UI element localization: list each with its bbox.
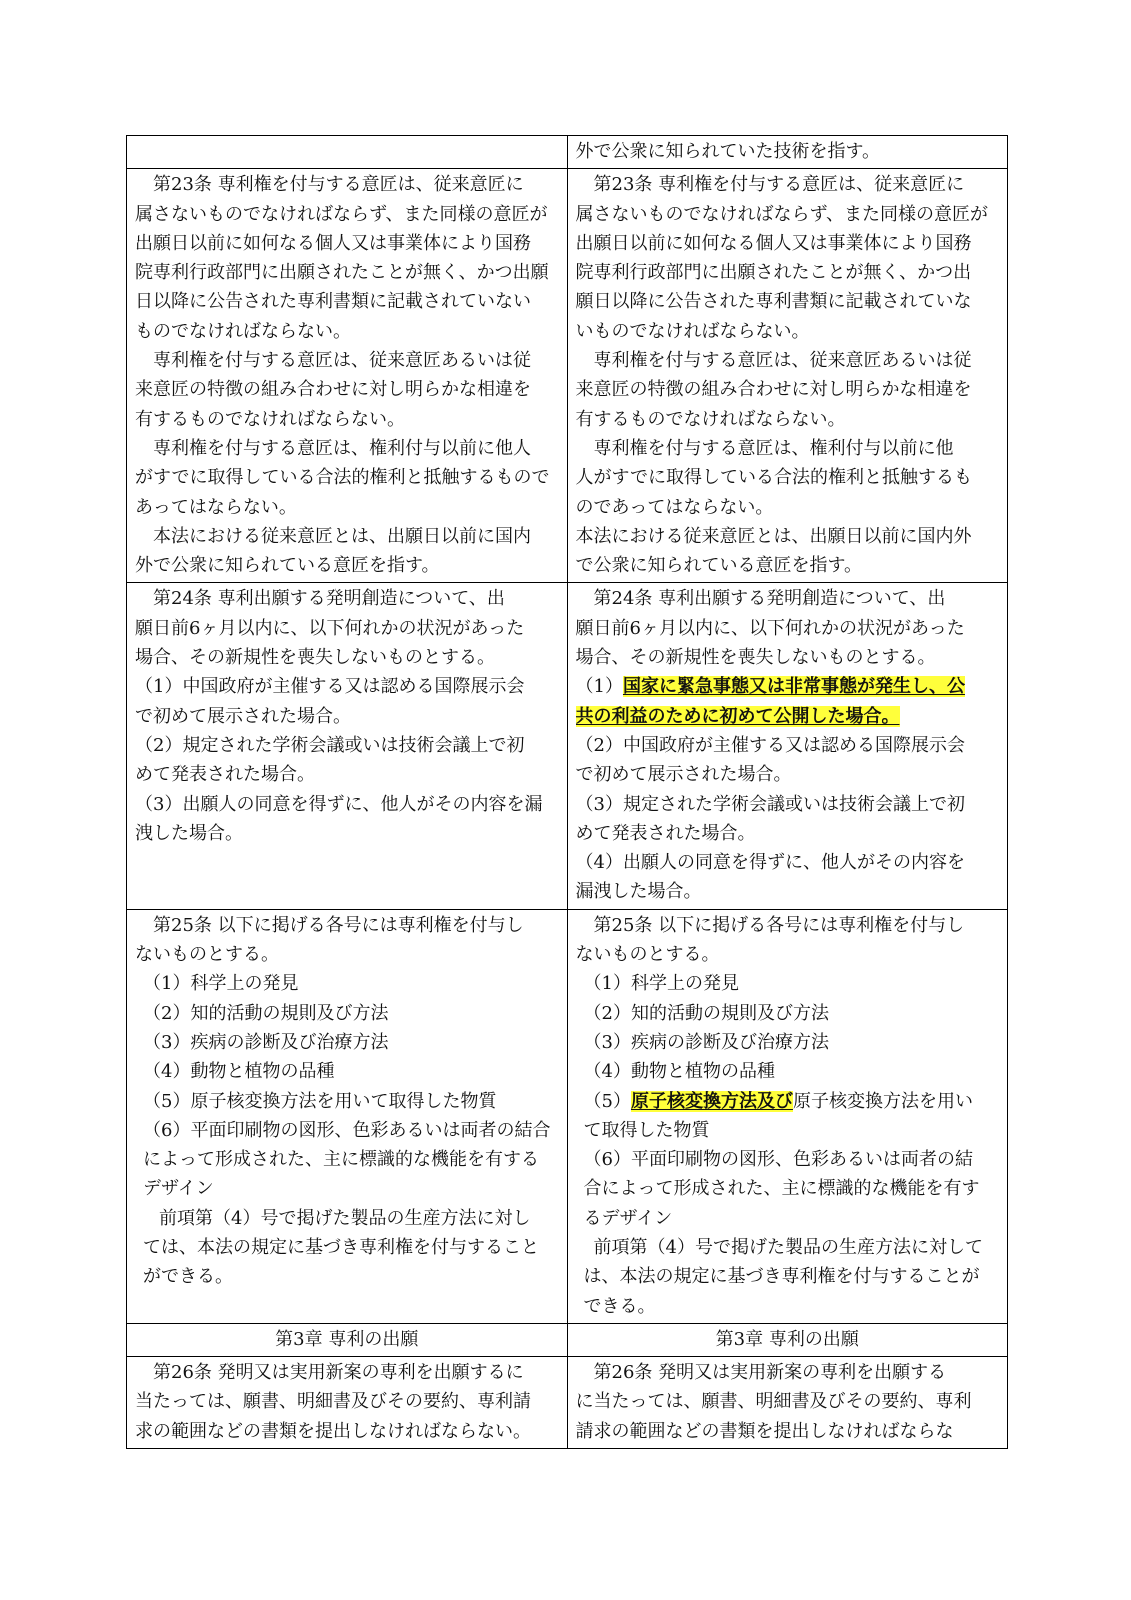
list-item: （3）規定された学術会議或いは技術会議上で初 [575, 793, 965, 815]
article-heading: 第23条 専利権を付与する意匠は、従来意匠に [153, 174, 524, 196]
text-line: に当たっては、願書、明細書及びその要約、専利 [575, 1391, 972, 1413]
text-line: 来意匠の特徴の組み合わせに対し明らかな相違を [135, 379, 531, 401]
chapter-heading: 第3章 専利の出願 [715, 1328, 859, 1350]
comparison-table [126, 135, 1008, 1449]
table-row-article-23 [127, 169, 1008, 583]
old-text-cell [127, 136, 568, 169]
text-line: 専利権を付与する意匠は、権利付与以前に他人 [153, 437, 531, 459]
article-heading: 第25条 以下に掲げる各号には専利権を付与し [153, 914, 524, 936]
text-line: めて発表された場合。 [135, 764, 315, 786]
text-line: 有するものでなければならない。 [135, 408, 405, 430]
list-item: （6）平面印刷物の図形、色彩あるいは両者の結 [583, 1149, 973, 1171]
article-heading: 第23条 専利権を付与する意匠は、従来意匠に [593, 174, 965, 196]
new-text-cell [567, 583, 1008, 909]
old-text-cell [127, 1357, 568, 1449]
text-line: できる。 [583, 1295, 656, 1317]
list-item: （5）原子核変換方法を用いて取得した物質 [143, 1090, 497, 1112]
text-line: のであってはならない。 [575, 496, 774, 518]
text-line: 専利権を付与する意匠は、従来意匠あるいは従 [153, 350, 531, 372]
old-text-cell [127, 583, 568, 909]
new-text-cell [567, 169, 1008, 583]
text-line: 合によって形成された、主に標識的な機能を有す [583, 1178, 980, 1200]
text-line: で初めて展示された場合。 [575, 764, 792, 786]
text-line: 漏洩した場合。 [575, 881, 702, 903]
list-item [576, 672, 1000, 701]
text-line: 外で公衆に知られている意匠を指す。 [135, 555, 440, 577]
text-line: 有するものでなければならない。 [575, 408, 846, 430]
list-item: （3）出願人の同意を得ずに、他人がその内容を漏 [135, 793, 543, 815]
list-item [576, 1087, 1000, 1116]
highlighted-amendment: 原子核変換方法及び [630, 1090, 793, 1112]
new-text-cell [567, 136, 1008, 169]
list-item: （4）動物と植物の品種 [143, 1061, 335, 1083]
text-line: 院専利行政部門に出願されたことが無く、かつ出 [575, 262, 972, 284]
text-line [576, 702, 1000, 731]
list-item: （2）知的活動の規則及び方法 [143, 1002, 389, 1024]
new-text-cell [567, 909, 1008, 1323]
list-item: （1）中国政府が主催する又は認める国際展示会 [135, 676, 525, 698]
chapter-heading: 第3章 専利の出願 [275, 1328, 419, 1350]
text-line: ができる。 [143, 1266, 233, 1288]
text-line: 請求の範囲などの書類を提出しなければならな [575, 1420, 954, 1442]
article-heading: 第26条 発明又は実用新案の専利を出願する [593, 1362, 947, 1384]
text-line: 外で公衆に知られていた技術を指す。 [575, 141, 881, 162]
text-line: て取得した物質 [583, 1119, 710, 1141]
text-line: 当たっては、願書、明細書及びその要約、専利請 [135, 1391, 531, 1413]
new-text-cell [567, 1357, 1008, 1449]
table-row-article-25 [127, 909, 1008, 1323]
item-number: （5） [583, 1090, 631, 1112]
text-line: は、本法の規定に基づき専利権を付与することが [583, 1266, 980, 1288]
text-line: デザイン [143, 1178, 214, 1200]
article-heading: 第24条 専利出願する発明創造について、出 [593, 588, 946, 610]
text-line: 属さないものでなければならず、また同様の意匠が [135, 203, 548, 225]
text-line: 場合、その新規性を喪失しないものとする。 [575, 647, 936, 669]
text-line: ものでなければならない。 [135, 320, 351, 342]
old-text-cell [127, 1323, 568, 1356]
list-item: （6）平面印刷物の図形、色彩あるいは両者の結合 [143, 1119, 551, 1141]
list-item: （3）疾病の診断及び治療方法 [583, 1031, 829, 1053]
table-row-article-26 [127, 1357, 1008, 1449]
text-line: あってはならない。 [135, 496, 297, 518]
table-row-article-24 [127, 583, 1008, 909]
text-line: 人がすでに取得している合法的権利と抵触するも [575, 467, 973, 489]
list-item: （2）中国政府が主催する又は認める国際展示会 [575, 734, 965, 756]
text-line: 場合、その新規性を喪失しないものとする。 [135, 647, 495, 669]
text-line: 来意匠の特徴の組み合わせに対し明らかな相違を [575, 379, 972, 401]
table-row-chapter-heading [127, 1323, 1008, 1356]
list-item: （2）規定された学術会議或いは技術会議上で初 [135, 734, 525, 756]
text-line: 洩した場合。 [135, 822, 243, 844]
table-row [127, 136, 1008, 169]
list-item: （2）知的活動の規則及び方法 [583, 1002, 829, 1024]
text-line: いものでなければならない。 [575, 320, 810, 342]
highlighted-amendment: 共の利益のために初めて公開した場合。 [575, 705, 900, 727]
text-line: 求の範囲などの書類を提出しなければならない。 [135, 1420, 531, 1442]
text-line: 願日以降に公告された専利書類に記載されていな [575, 291, 972, 313]
text-line: 専利権を付与する意匠は、権利付与以前に他 [593, 437, 954, 459]
old-text-cell [127, 909, 568, 1323]
old-text-cell [127, 169, 568, 583]
text-line: ないものとする。 [575, 944, 720, 966]
text-line: 本法における従来意匠とは、出願日以前に国内 [153, 525, 531, 547]
text-line: 前項第（4）号で掲げた製品の生産方法に対して [593, 1236, 983, 1258]
text-line: 願日前6ヶ月以内に、以下何れかの状況があった [135, 617, 525, 639]
text-line: ては、本法の規定に基づき専利権を付与すること [143, 1236, 539, 1258]
list-item: （4）出願人の同意を得ずに、他人がその内容を [575, 852, 965, 874]
article-heading: 第26条 発明又は実用新案の専利を出願するに [153, 1362, 524, 1384]
text-line: 前項第（4）号で掲げた製品の生産方法に対し [159, 1207, 531, 1229]
text-line: 日以降に公告された専利書類に記載されていない [135, 291, 531, 313]
text-line: 専利権を付与する意匠は、従来意匠あるいは従 [593, 350, 972, 372]
text-line: 院専利行政部門に出願されたことが無く、かつ出願 [135, 262, 549, 284]
text-line: るデザイン [583, 1207, 673, 1229]
list-item: （3）疾病の診断及び治療方法 [143, 1031, 389, 1053]
text-line: 出願日以前に如何なる個人又は事業体により国務 [135, 232, 531, 254]
list-item: （1）科学上の発見 [143, 973, 299, 995]
text-line: ないものとする。 [135, 944, 279, 966]
text-line: によって形成された、主に標識的な機能を有する [143, 1149, 539, 1171]
new-text-cell [567, 1323, 1008, 1356]
highlighted-amendment: 国家に緊急事態又は非常事態が発生し、公 [622, 676, 965, 698]
text-line: めて発表された場合。 [575, 822, 756, 844]
article-heading: 第25条 以下に掲げる各号には専利権を付与し [593, 914, 965, 936]
text-line: 出願日以前に如何なる個人又は事業体により国務 [575, 232, 972, 254]
list-item: （1）科学上の発見 [583, 973, 739, 995]
article-heading: 第24条 専利出願する発明創造について、出 [153, 588, 505, 610]
text-segment: 原子核変換方法を用い [792, 1090, 973, 1112]
text-line: で初めて展示された場合。 [135, 705, 351, 727]
text-line: 属さないものでなければならず、また同様の意匠が [575, 203, 989, 225]
text-line: で公衆に知られている意匠を指す。 [575, 555, 863, 577]
text-line: 本法における従来意匠とは、出願日以前に国内外 [575, 525, 972, 547]
text-line: がすでに取得している合法的権利と抵触するもので [135, 467, 550, 489]
list-item: （4）動物と植物の品種 [583, 1061, 775, 1083]
item-number: （1） [575, 676, 623, 698]
text-line: 願日前6ヶ月以内に、以下何れかの状況があった [575, 617, 965, 639]
